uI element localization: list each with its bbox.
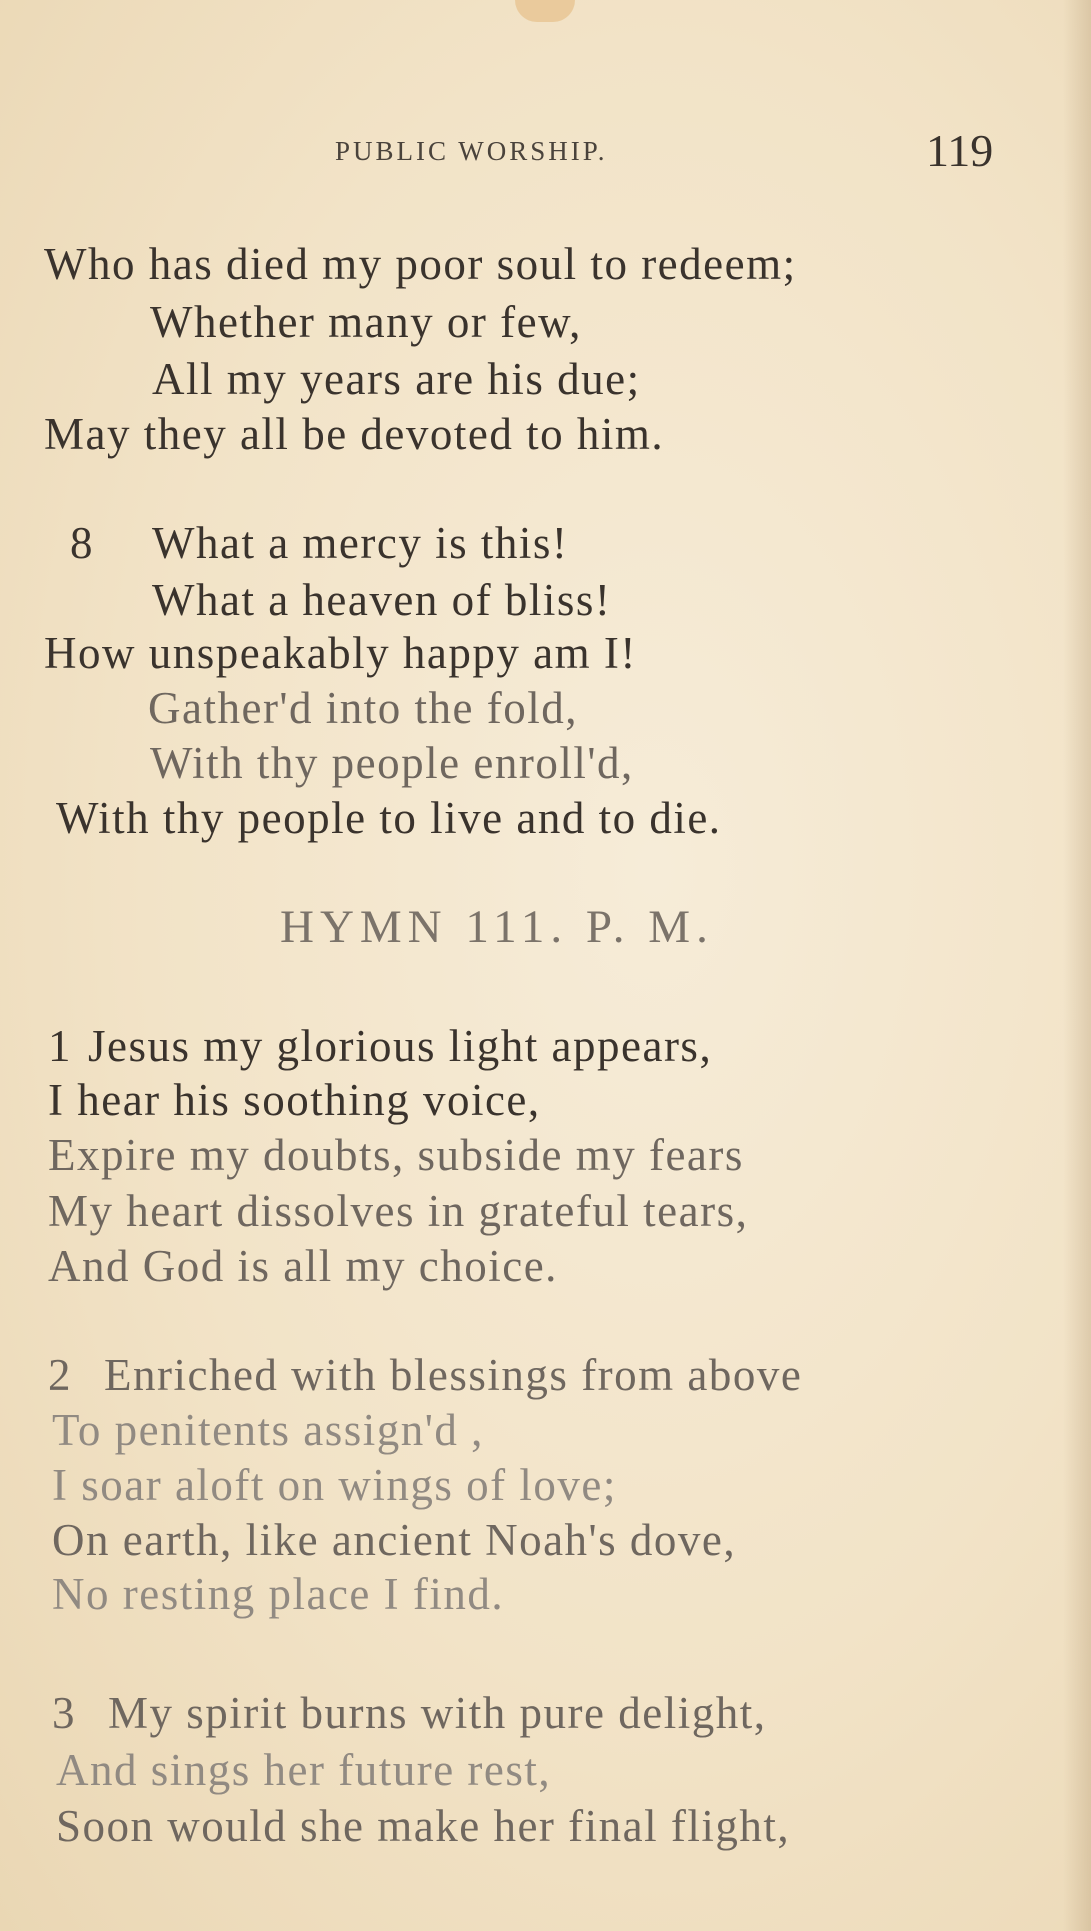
verse-line: Jesus my glorious light appears, (88, 1021, 713, 1071)
verse-line: How unspeakably happy am I! (44, 628, 637, 678)
verse-line: What a heaven of bliss! (152, 575, 612, 625)
verse-line: What a mercy is this! (152, 518, 569, 568)
verse-line: Enriched with blessings from above (104, 1350, 803, 1400)
verse-line: I soar aloft on wings of love; (52, 1460, 617, 1510)
verse-line: Soon would she make her final flight, (56, 1801, 791, 1851)
verse-line: Whether many or few, (150, 297, 582, 347)
verse-line: Expire my doubts, subside my fears (48, 1130, 744, 1180)
hymn-title: HYMN 111. P. M. (280, 901, 714, 953)
stanza-number: 3 (52, 1688, 76, 1738)
page-stain (515, 0, 575, 22)
verse-line: And sings her future rest, (56, 1745, 552, 1795)
stanza-number: 8 (70, 518, 94, 568)
verse-line: With thy people enroll'd, (150, 738, 634, 788)
verse-line: My heart dissolves in grateful tears, (48, 1186, 749, 1236)
verse-line: Gather'd into the fold, (148, 683, 579, 733)
verse-line: With thy people to live and to die. (56, 793, 722, 843)
verse-line: I hear his soothing voice, (48, 1075, 541, 1125)
verse-line: Who has died my poor soul to redeem; (44, 239, 797, 289)
stanza-number: 2 (48, 1350, 72, 1400)
verse-line: On earth, like ancient Noah's dove, (52, 1515, 737, 1565)
page-edge-shadow (1063, 0, 1091, 1931)
verse-line: My spirit burns with pure delight, (108, 1688, 767, 1738)
verse-line: All my years are his due; (152, 354, 641, 404)
verse-line: May they all be devoted to him. (44, 409, 665, 459)
verse-line: No resting place I find. (52, 1569, 505, 1619)
verse-line: And God is all my choice. (48, 1241, 558, 1291)
verse-line: To penitents assign'd , (52, 1405, 484, 1455)
running-head: PUBLIC WORSHIP. (335, 136, 608, 166)
stanza-number: 1 (48, 1021, 72, 1071)
page-number: 119 (926, 125, 994, 176)
